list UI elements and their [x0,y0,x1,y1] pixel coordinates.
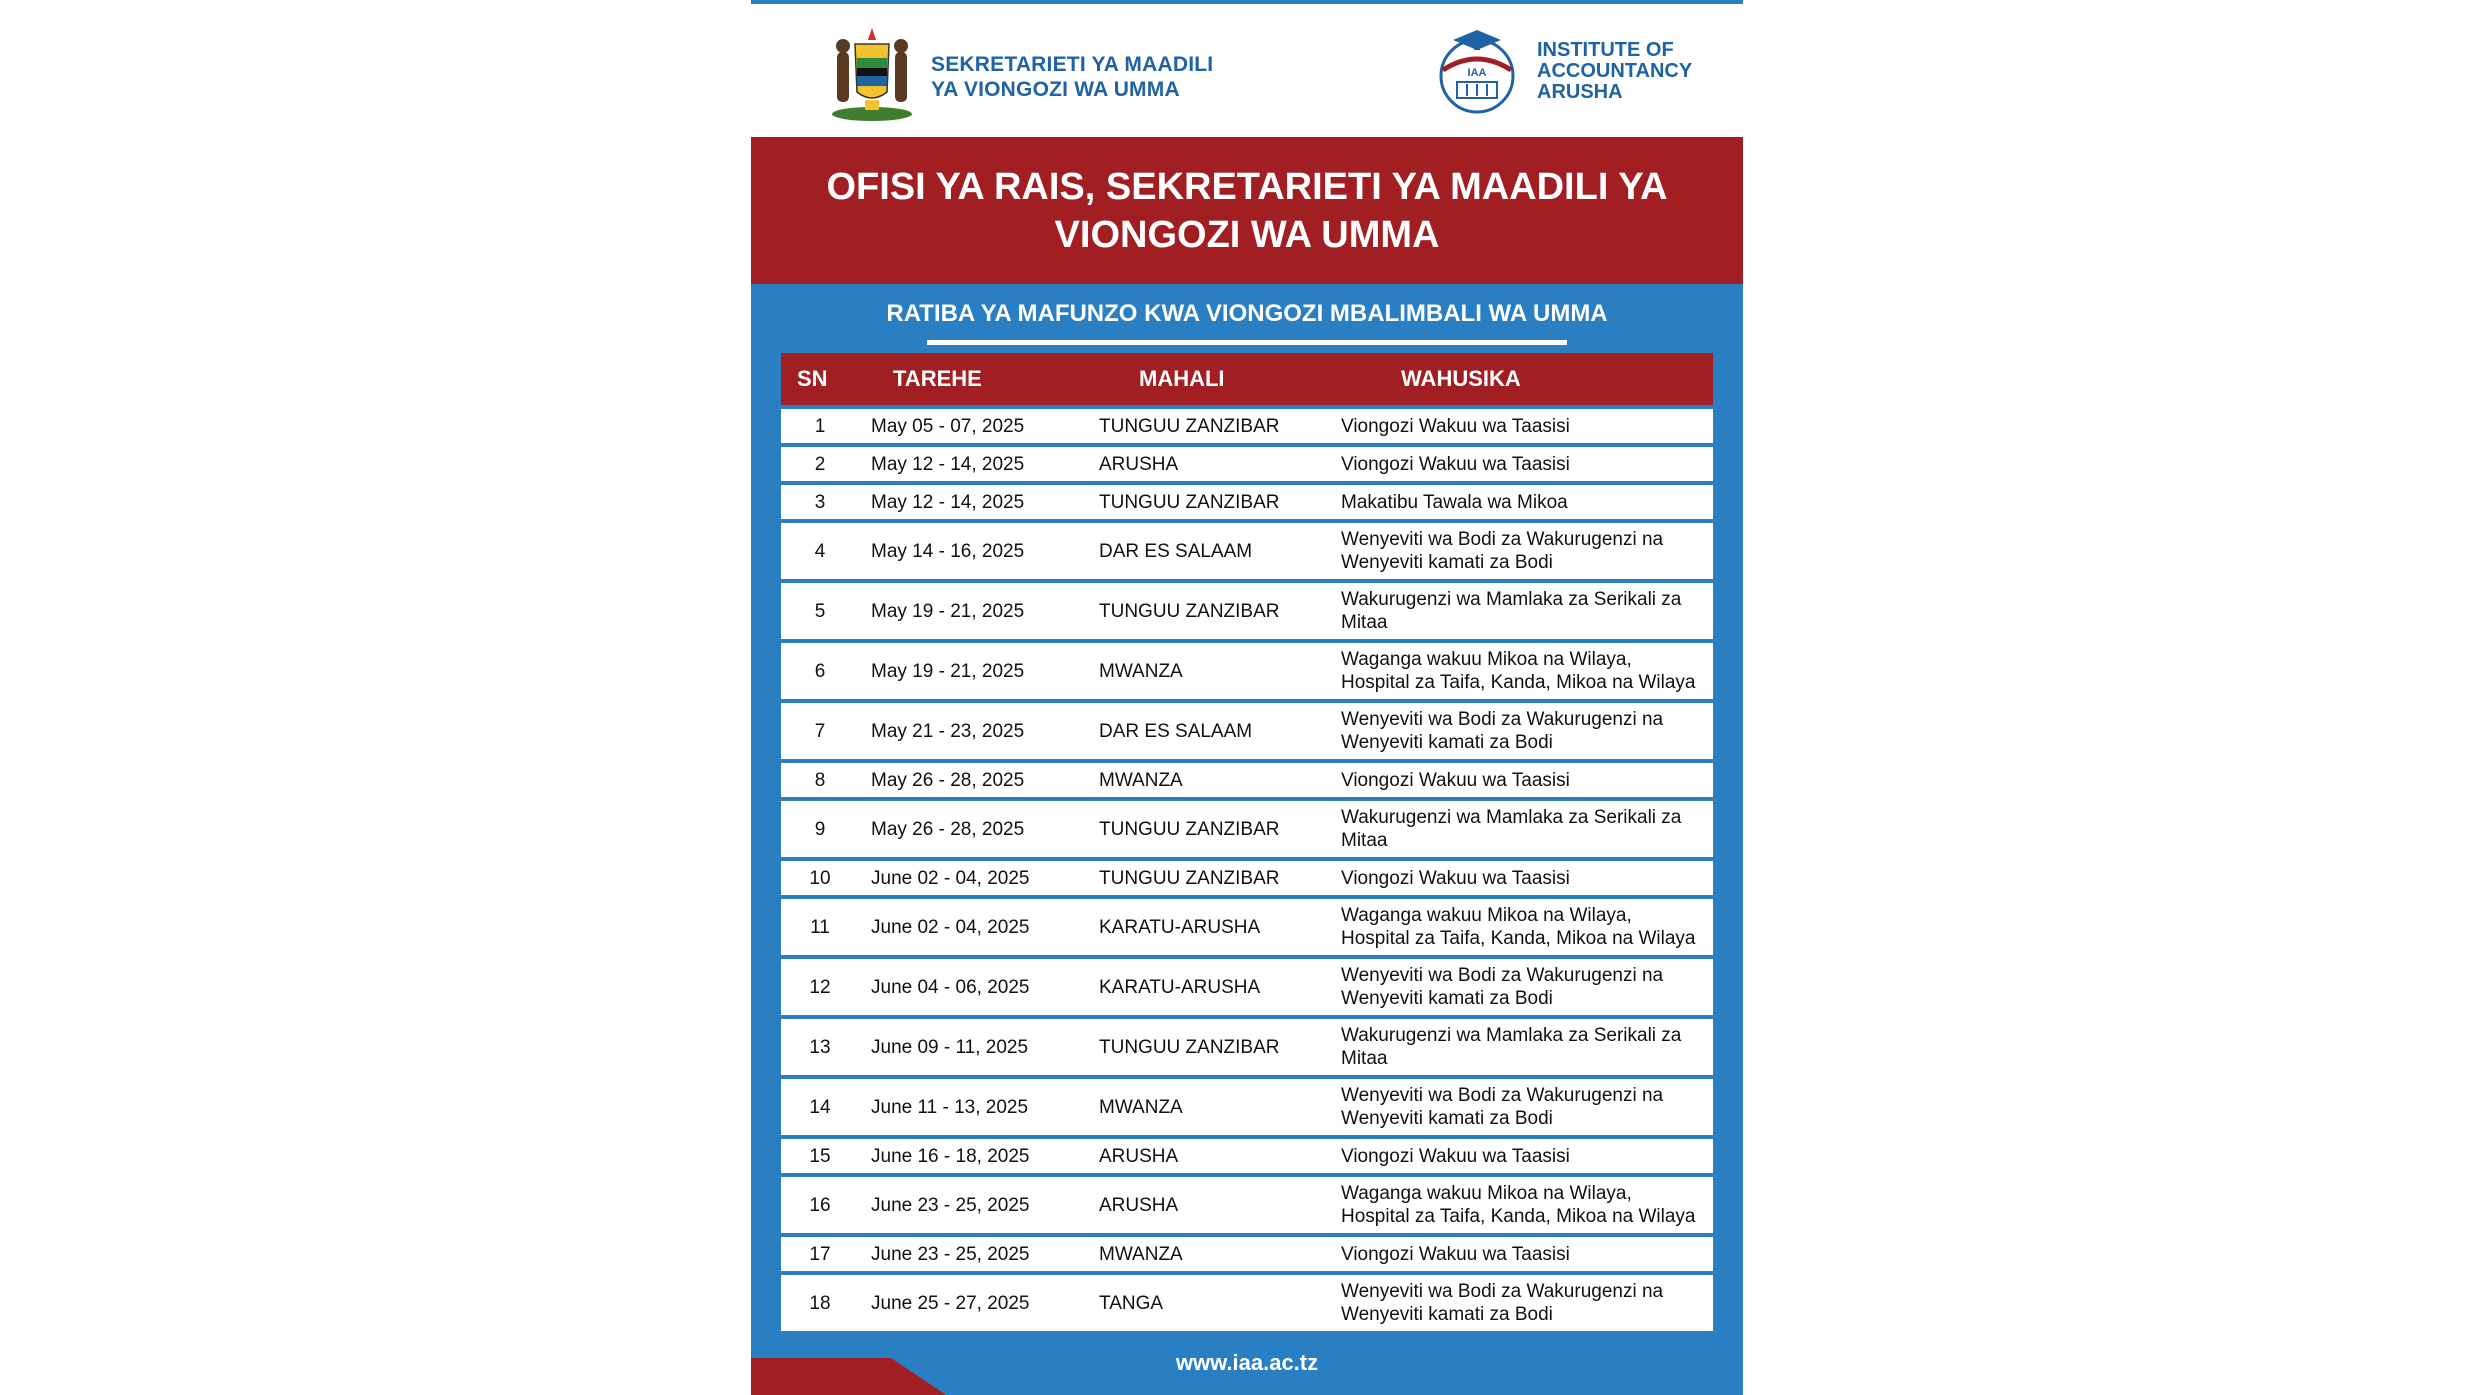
cell-wahusika [1335,703,1713,759]
table-body [781,409,1713,1331]
wahusika-line: Wenyeviti wa Bodi za Wakurugenzi na [1341,529,1664,550]
cell-sn: 15 [781,1139,859,1173]
cell-wahusika [1335,1139,1713,1173]
table-row [781,959,1713,1015]
table-row [781,763,1713,797]
cell-sn: 13 [781,1019,859,1075]
wahusika-line: Makatibu Tawala wa Mikoa [1341,491,1568,513]
left-org-line: SEKRETARIETI YA MAADILI [931,53,1214,76]
cell-mahali: KARATU-ARUSHA [1089,959,1335,1015]
wahusika-line: Mitaa [1341,830,1388,851]
cell-wahusika [1335,1177,1713,1233]
table-row [781,703,1713,759]
table-row [781,409,1713,443]
wahusika-line: Viongozi Wakuu wa Taasisi [1341,453,1570,475]
table-row [781,1019,1713,1075]
cell-wahusika [1335,485,1713,519]
cell-mahali: MWANZA [1089,763,1335,797]
cell-tarehe: May 26 - 28, 2025 [859,801,1089,857]
table-row [781,801,1713,857]
cell-sn: 14 [781,1079,859,1135]
wahusika-line: Wakurugenzi wa Mamlaka za Serikali za [1341,589,1682,610]
cell-mahali: ARUSHA [1089,1139,1335,1173]
cell-sn: 2 [781,447,859,481]
cell-sn: 4 [781,523,859,579]
cell-wahusika [1335,801,1713,857]
table-row [781,485,1713,519]
cell-wahusika [1335,523,1713,579]
cell-wahusika [1335,763,1713,797]
wahusika-line: Wenyeviti wa Bodi za Wakurugenzi na [1341,1281,1664,1302]
cell-mahali: TUNGUU ZANZIBAR [1089,861,1335,895]
cell-wahusika [1335,409,1713,443]
iaa-logo [1429,26,1525,116]
cell-tarehe: June 02 - 04, 2025 [859,861,1089,895]
wahusika-line: Wenyeviti wa Bodi za Wakurugenzi na [1341,1085,1664,1106]
wahusika-line: Waganga wakuu Mikoa na Wilaya, [1341,649,1632,670]
cell-tarehe: June 09 - 11, 2025 [859,1019,1089,1075]
cell-mahali: TANGA [1089,1275,1335,1331]
table-header-row [781,353,1713,405]
main-title-line-2: VIONGOZI WA UMMA [1054,213,1440,256]
cell-tarehe: May 14 - 16, 2025 [859,523,1089,579]
cell-tarehe: May 12 - 14, 2025 [859,447,1089,481]
wahusika-line: Viongozi Wakuu wa Taasisi [1341,415,1570,437]
cell-tarehe: May 19 - 21, 2025 [859,583,1089,639]
wahusika-line: Wakurugenzi wa Mamlaka za Serikali za [1341,1025,1682,1046]
cell-sn: 8 [781,763,859,797]
wahusika-line: Wenyeviti kamati za Bodi [1341,1108,1553,1129]
cell-tarehe: May 05 - 07, 2025 [859,409,1089,443]
cell-wahusika [1335,1237,1713,1271]
cell-sn: 9 [781,801,859,857]
wahusika-line: Wenyeviti kamati za Bodi [1341,988,1553,1009]
cell-wahusika [1335,899,1713,955]
cell-sn: 5 [781,583,859,639]
wahusika-line: Wenyeviti kamati za Bodi [1341,552,1553,573]
cell-sn: 17 [781,1237,859,1271]
wahusika-line: Hospital za Taifa, Kanda, Mikoa na Wilaya [1341,1206,1696,1227]
title-band [751,137,1743,284]
cell-tarehe: May 21 - 23, 2025 [859,703,1089,759]
cell-sn: 1 [781,409,859,443]
wahusika-line: Hospital za Taifa, Kanda, Mikoa na Wilaya [1341,672,1696,693]
table-row [781,899,1713,955]
poster [751,0,1743,1395]
table-row [781,1275,1713,1331]
wahusika-line: Wakurugenzi wa Mamlaka za Serikali za [1341,807,1682,828]
header-tarehe: TAREHE [859,353,1089,405]
table-row [781,447,1713,481]
cell-tarehe: June 25 - 27, 2025 [859,1275,1089,1331]
iaa-logo-text: IAA [1467,67,1487,79]
left-org-name [931,52,1213,102]
cell-mahali: TUNGUU ZANZIBAR [1089,485,1335,519]
cell-tarehe: May 12 - 14, 2025 [859,485,1089,519]
table-row [781,643,1713,699]
cell-mahali: KARATU-ARUSHA [1089,899,1335,955]
cell-mahali: TUNGUU ZANZIBAR [1089,801,1335,857]
table-row [781,1177,1713,1233]
header-wahusika: WAHUSIKA [1335,353,1713,405]
wahusika-line: Viongozi Wakuu wa Taasisi [1341,1243,1570,1265]
wahusika-line: Viongozi Wakuu wa Taasisi [1341,867,1570,889]
table-row [781,1139,1713,1173]
cell-tarehe: June 23 - 25, 2025 [859,1177,1089,1233]
schedule-subtitle: RATIBA YA MAFUNZO KWA VIONGOZI MBALIMBALI WA UMMA [886,300,1608,327]
wahusika-line: Wenyeviti wa Bodi za Wakurugenzi na [1341,709,1664,730]
cell-tarehe: May 19 - 21, 2025 [859,643,1089,699]
right-org-line: INSTITUTE OF [1537,39,1674,61]
main-title-line-1: OFISI YA RAIS, SEKRETARIETI YA MAADILI YA [826,165,1668,208]
table-row [781,583,1713,639]
right-org-line: ACCOUNTANCY [1537,60,1693,82]
cell-tarehe: June 23 - 25, 2025 [859,1237,1089,1271]
cell-wahusika [1335,1019,1713,1075]
left-org-line: YA VIONGOZI WA UMMA [931,78,1180,101]
schedule-table-container [781,353,1713,1335]
cell-wahusika [1335,959,1713,1015]
cell-mahali: MWANZA [1089,1237,1335,1271]
table-row [781,523,1713,579]
cell-mahali: DAR ES SALAAM [1089,523,1335,579]
header-mahali: MAHALI [1089,353,1335,405]
cell-tarehe: June 11 - 13, 2025 [859,1079,1089,1135]
wahusika-line: Viongozi Wakuu wa Taasisi [1341,769,1570,791]
wahusika-line: Wenyeviti kamati za Bodi [1341,1304,1553,1325]
right-org-line: ARUSHA [1537,81,1623,103]
header [751,4,1743,137]
wahusika-line: Wenyeviti wa Bodi za Wakurugenzi na [1341,965,1664,986]
right-org-name [1537,40,1692,103]
cell-wahusika [1335,447,1713,481]
wahusika-line: Mitaa [1341,612,1388,633]
cell-mahali: MWANZA [1089,643,1335,699]
footer-url[interactable]: www.iaa.ac.tz [1175,1350,1319,1375]
wahusika-line: Waganga wakuu Mikoa na Wilaya, [1341,905,1632,926]
cell-mahali: ARUSHA [1089,1177,1335,1233]
wahusika-line: Wenyeviti kamati za Bodi [1341,732,1553,753]
cell-sn: 11 [781,899,859,955]
cell-wahusika [1335,1275,1713,1331]
cell-tarehe: June 04 - 06, 2025 [859,959,1089,1015]
cell-sn: 16 [781,1177,859,1233]
cell-wahusika [1335,1079,1713,1135]
cell-sn: 6 [781,643,859,699]
cell-mahali: TUNGUU ZANZIBAR [1089,409,1335,443]
cell-sn: 3 [781,485,859,519]
coat-of-arms-logo [827,22,917,122]
cell-tarehe: June 16 - 18, 2025 [859,1139,1089,1173]
cell-tarehe: May 26 - 28, 2025 [859,763,1089,797]
header-sn: SN [781,353,859,405]
cell-mahali: TUNGUU ZANZIBAR [1089,1019,1335,1075]
table-row [781,1079,1713,1135]
table-row [781,861,1713,895]
subtitle-underline [927,340,1567,345]
cell-sn: 12 [781,959,859,1015]
cell-tarehe: June 02 - 04, 2025 [859,899,1089,955]
table-row [781,1237,1713,1271]
cell-wahusika [1335,583,1713,639]
cell-mahali: ARUSHA [1089,447,1335,481]
cell-mahali: TUNGUU ZANZIBAR [1089,583,1335,639]
cell-mahali: DAR ES SALAAM [1089,703,1335,759]
wahusika-line: Mitaa [1341,1048,1388,1069]
cell-wahusika [1335,643,1713,699]
cell-sn: 10 [781,861,859,895]
wahusika-line: Hospital za Taifa, Kanda, Mikoa na Wilaya [1341,928,1696,949]
corner-decoration [751,1358,951,1395]
wahusika-line: Viongozi Wakuu wa Taasisi [1341,1145,1570,1167]
cell-sn: 18 [781,1275,859,1331]
wahusika-line: Waganga wakuu Mikoa na Wilaya, [1341,1183,1632,1204]
cell-wahusika [1335,861,1713,895]
cell-mahali: MWANZA [1089,1079,1335,1135]
cell-sn: 7 [781,703,859,759]
schedule-table [781,349,1713,1335]
